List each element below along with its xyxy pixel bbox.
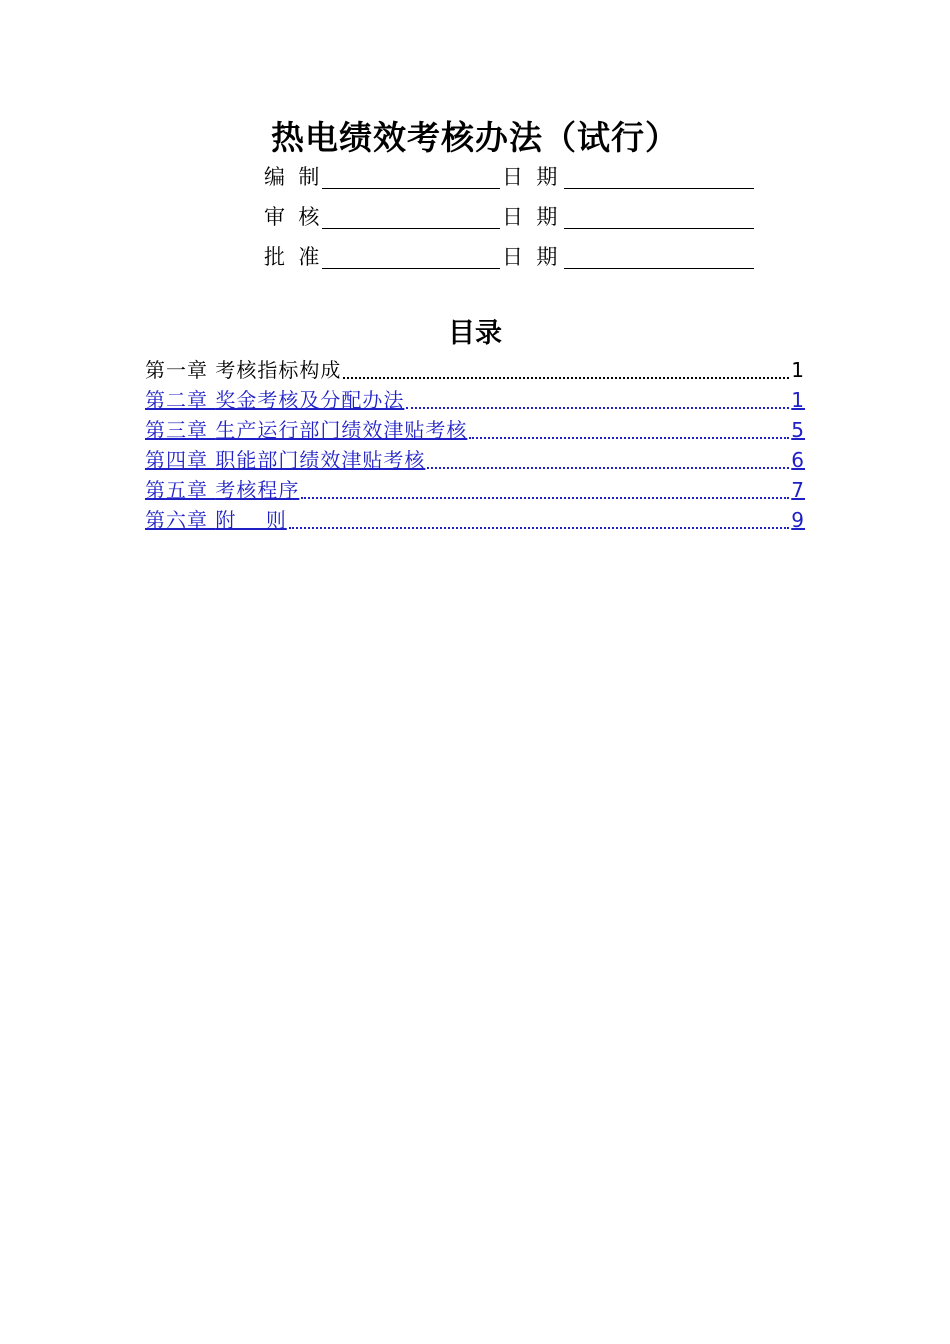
signoff-row-review [264, 195, 764, 235]
signoff-label: 审 核 [264, 205, 320, 229]
toc-chapter-number: 第一章 [145, 358, 208, 382]
toc-page-number[interactable]: 1 [791, 388, 805, 412]
toc-page-number[interactable]: 6 [791, 448, 805, 472]
toc-leader-dots [406, 407, 789, 409]
toc-item-chapter-1 [145, 355, 805, 385]
date-blank[interactable] [564, 162, 754, 189]
signature-blank[interactable] [322, 242, 500, 269]
toc-item-chapter-6[interactable] [145, 505, 805, 535]
toc-item-link[interactable] [145, 445, 425, 475]
toc-item-text [145, 355, 341, 385]
toc-page-number[interactable]: 5 [791, 418, 805, 442]
signature-blank[interactable] [322, 162, 500, 189]
signoff-row-compile [264, 155, 764, 195]
toc-leader-dots [469, 437, 789, 439]
toc-page-number: 1 [791, 358, 805, 382]
toc-chapter-number: 第二章 [145, 388, 208, 412]
toc-leader-dots [301, 497, 789, 499]
toc-page-number[interactable]: 7 [791, 478, 805, 502]
toc-item-chapter-3[interactable] [145, 415, 805, 445]
toc-chapter-number: 第三章 [145, 418, 208, 442]
toc-chapter-name: 考核程序 [215, 478, 300, 502]
toc-leader-dots [343, 377, 789, 379]
toc-item-chapter-5[interactable] [145, 475, 805, 505]
toc-page-number[interactable]: 9 [791, 508, 805, 532]
toc-leader-dots [427, 467, 789, 469]
date-label: 日 期 [502, 165, 558, 189]
toc-leader-dots [289, 527, 789, 529]
toc-item-link[interactable] [145, 505, 287, 535]
toc-item-chapter-2[interactable] [145, 385, 805, 415]
toc-item-chapter-4[interactable] [145, 445, 805, 475]
toc-title: 目录 [448, 318, 502, 349]
toc-chapter-name: 附 则 [215, 508, 287, 532]
toc-chapter-number: 第四章 [145, 448, 208, 472]
date-blank[interactable] [564, 242, 754, 269]
toc-chapter-name: 生产运行部门绩效津贴考核 [215, 418, 468, 442]
table-of-contents [145, 355, 805, 535]
toc-item-link[interactable] [145, 475, 299, 505]
signoff-label: 编 制 [264, 165, 320, 189]
toc-chapter-name: 考核指标构成 [215, 358, 342, 382]
page-title: 热电绩效考核办法（试行） [271, 118, 679, 157]
toc-item-link[interactable] [145, 385, 404, 415]
toc-chapter-name: 职能部门绩效津贴考核 [215, 448, 426, 472]
date-label: 日 期 [502, 245, 558, 269]
signature-blank[interactable] [322, 202, 500, 229]
toc-chapter-name: 奖金考核及分配办法 [215, 388, 405, 412]
date-blank[interactable] [564, 202, 754, 229]
signoff-block [264, 155, 764, 275]
signoff-row-approve [264, 235, 764, 275]
date-label: 日 期 [502, 205, 558, 229]
signoff-label: 批 准 [264, 245, 320, 269]
toc-item-link[interactable] [145, 415, 467, 445]
toc-chapter-number: 第六章 [145, 508, 208, 532]
toc-chapter-number: 第五章 [145, 478, 208, 502]
